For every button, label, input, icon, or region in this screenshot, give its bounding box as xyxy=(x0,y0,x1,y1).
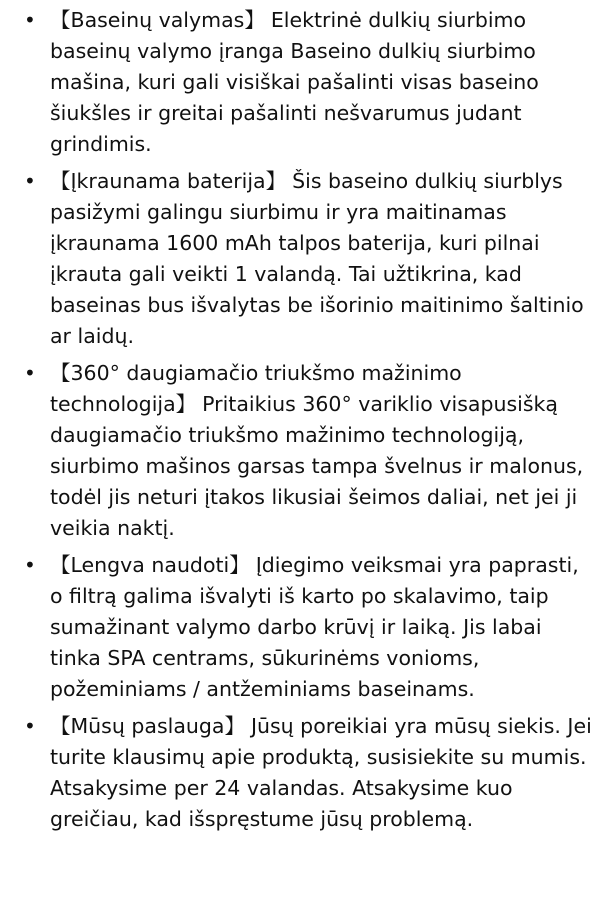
bullet-icon: • xyxy=(24,361,36,385)
feature-text: Jūsų poreikiai yra mūsų siekis. Jei turite klausimų apie produktą, susisiekite su mumis. Atsakysime per 24 valandas. Atsakysime kuo greičiau, kad išspręstume jūsų problemą. xyxy=(50,714,592,831)
feature-title: 【Mūsų paslauga】 xyxy=(50,714,245,738)
feature-text: Elektrinė dulkių siurbimo baseinų valymo įranga Baseino dulkių siurbimo mašina, kuri gali visiškai pašalinti visas baseino šiukšles ir greitai pašalinti nešvarumus judant grindimis. xyxy=(50,8,539,156)
bullet-icon: • xyxy=(24,714,36,738)
feature-item-pool-cleaning xyxy=(0,5,603,160)
feature-item-our-service xyxy=(0,711,603,835)
bullet-icon: • xyxy=(24,169,36,193)
feature-title: 【Lengva naudoti】 xyxy=(50,553,250,577)
feature-item-noise-reduction xyxy=(0,358,603,544)
feature-title: 【Baseinų valymas】 xyxy=(50,8,265,32)
bullet-icon: • xyxy=(24,8,36,32)
feature-item-rechargeable-battery xyxy=(0,166,603,352)
feature-list xyxy=(0,5,603,841)
bullet-icon: • xyxy=(24,553,36,577)
feature-text: Įdiegimo veiksmai yra paprasti, o filtrą galima išvalyti iš karto po skalavimo, taip sumažinant valymo darbo krūvį ir laiką. Jis labai tinka SPA centrams, sūkurinėms vonioms, požeminiams / antžeminiams baseinams. xyxy=(50,553,579,701)
feature-text: Pritaikius 360° variklio visapusišką daugiamačio triukšmo mažinimo technologiją, siurbimo mašinos garsas tampa švelnus ir malonus, todėl jis neturi įtakos likusiai šeimos daliai, net jei ji veikia naktį. xyxy=(50,392,584,540)
feature-title: 【Įkraunama baterija】 xyxy=(50,169,287,193)
feature-text: Šis baseino dulkių siurblys pasižymi galingu siurbimu ir yra maitinamas įkraunama 1600 mAh talpos baterija, kuri pilnai įkrauta gali veikti 1 valandą. Tai užtikrina, kad baseinas bus išvalytas be išorinio maitinimo šaltinio ar laidų. xyxy=(50,169,584,348)
feature-title: 【360° daugiamačio triukšmo mažinimo technologija】 xyxy=(50,361,462,416)
feature-item-easy-to-use xyxy=(0,550,603,705)
